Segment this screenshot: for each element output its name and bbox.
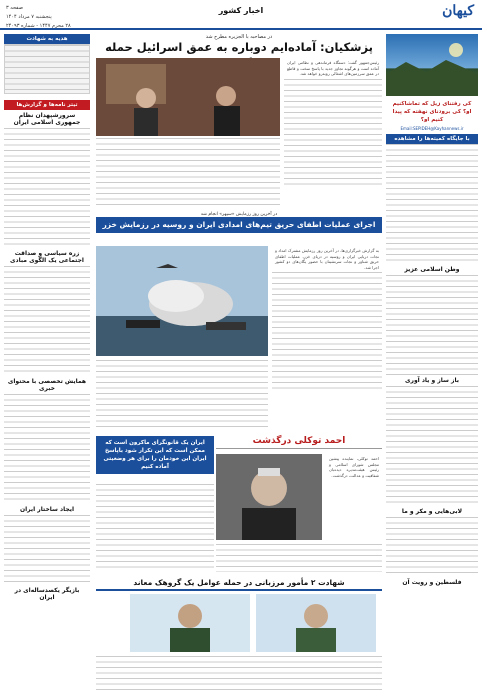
promo-headline: کی رفتنای زیل که تماشاکنیم او؟ کی برودنای نهفته که پیدا کنیم او؟ [392, 101, 472, 123]
second-story [96, 212, 382, 233]
left-text-4 [4, 515, 90, 585]
left-text-1 [4, 128, 90, 248]
second-body-text: به گزارش خبرگزاری‌ها، در آخرین روز رزمایش مشترک امداد و نجات دریایی ایران و روسیه در دریای خزر، عملیات اطفای حریق شناور و نجات سرنشینان با حضور یگان‌های دو کشور اجرا شد. [275, 248, 379, 270]
quote-body [96, 484, 214, 572]
obituary-body-text: احمد توکلی، نماینده پیشین مجلس شورای اسلامی و رئیس هیئت‌مدیره دیده‌بان شفافیت و عدالت، درگذشت. [329, 456, 379, 478]
date-line-1: پنجشنبه ۷ مرداد ۱۴۰۴ [6, 14, 52, 20]
right-item-2: وطن اسلامی عزیز [404, 266, 460, 273]
portrait [216, 454, 322, 540]
page-number: صفحه ۳ [6, 5, 23, 11]
quote-headline: ایران یک قانونگرای ماکرون است که ممکن است که این تکرار شود باپاسخ ایران این خودمان را برای هر وضعیتی آماده کنیم [96, 436, 214, 474]
martyr-photo-2 [130, 594, 250, 652]
left-item-2: زره سیاسی و صداقت اجتماعی یک الگوی مبادی [10, 250, 84, 264]
left-box-title: هدیه به شهادت [4, 34, 90, 44]
left-box [4, 44, 90, 94]
kayhan-logo: کیهان [442, 3, 474, 19]
left-column [4, 34, 90, 694]
interview-scene [96, 58, 280, 136]
right-item-bar-1: با جایگاه کمیته‌ها را مشاهده [386, 134, 478, 144]
left-item-5: بازیگر یکصدساله‌ای در ایران [14, 587, 80, 601]
right-text-block-1 [386, 144, 478, 264]
right-text-block-4 [386, 517, 478, 577]
right-column [386, 34, 478, 694]
left-item-1: سرورشپهدان نظام جمهوری اسلامی ایران [13, 112, 81, 126]
second-more-text [96, 360, 268, 430]
promo-image [386, 34, 478, 96]
lead-photo-interview [96, 58, 280, 136]
left-item-3: همایش تخصصی با محتوای خبری [7, 378, 87, 392]
promo-email: Email:SEPIDEH@Kayhannews.ir [400, 126, 464, 131]
martyrs-body [96, 656, 382, 694]
right-text-block-3 [386, 386, 478, 506]
martyrs-headline: شهادت ۲ مأمور مرزبانی در حمله عوامل یک گروهک معاند [96, 578, 382, 591]
rescue-photo [96, 246, 268, 356]
left-red-bar: تیتر نامه‌ها و گزارش‌ها [4, 100, 90, 110]
obituary-more-text [216, 544, 382, 572]
martyr-1 [256, 594, 376, 652]
lead-kicker: در مصاحبه با الجزیره مطرح شد [205, 34, 273, 40]
right-item-4: لابی‌هایی و مکر و ما [401, 508, 463, 515]
landscape-icon [386, 34, 478, 96]
obituary-photo [216, 454, 322, 540]
lead-headline: پزشکیان: آماده‌ایم دوباره به عمق اسرائیل حمله [105, 40, 373, 54]
right-item-5: فلسطین و رویت آن [402, 579, 462, 586]
section-title: اخبار کشور [218, 6, 264, 15]
sea-fire-scene [96, 246, 268, 356]
left-item-4: ایجاد ساختار ایران [20, 506, 74, 513]
martyr-photo-1 [256, 594, 376, 652]
page-header [0, 0, 482, 30]
date-line-2: ۲۸ محرم ۱۴۴۷ - شماره ۲۴۰۹۳ [6, 23, 71, 29]
lead-more-text [96, 138, 280, 208]
obituary [216, 436, 382, 449]
martyr-2 [130, 594, 250, 652]
obituary-title: احمد توکلی درگذشت [216, 436, 382, 449]
left-text-2 [4, 266, 90, 376]
obituary-body [326, 454, 382, 540]
right-text-block-2 [386, 275, 478, 375]
lead-body [284, 58, 382, 208]
second-kicker: در آخرین روز رزمایش «سپهر» انجام شد [200, 212, 278, 217]
left-text-3 [4, 394, 90, 504]
second-headline: اجرای عملیات اطفای حریق تیم‌های امدادی ایران و روسیه در رزمایش خزر [96, 217, 382, 233]
right-item-3: باز ساز و یاد آوری [405, 377, 459, 384]
second-body [272, 246, 382, 406]
issue-meta [6, 4, 71, 31]
main-area [96, 34, 382, 694]
lead-body-text: رئیس‌جمهور گفت: دستگاه فرماندهی و نظامی ایران آماده است و هرگونه تجاوز جدید با پاسخ سخت و قاطع در عمق سرزمین‌های اشغالی روبه‌رو خواهد شد. [287, 60, 379, 77]
